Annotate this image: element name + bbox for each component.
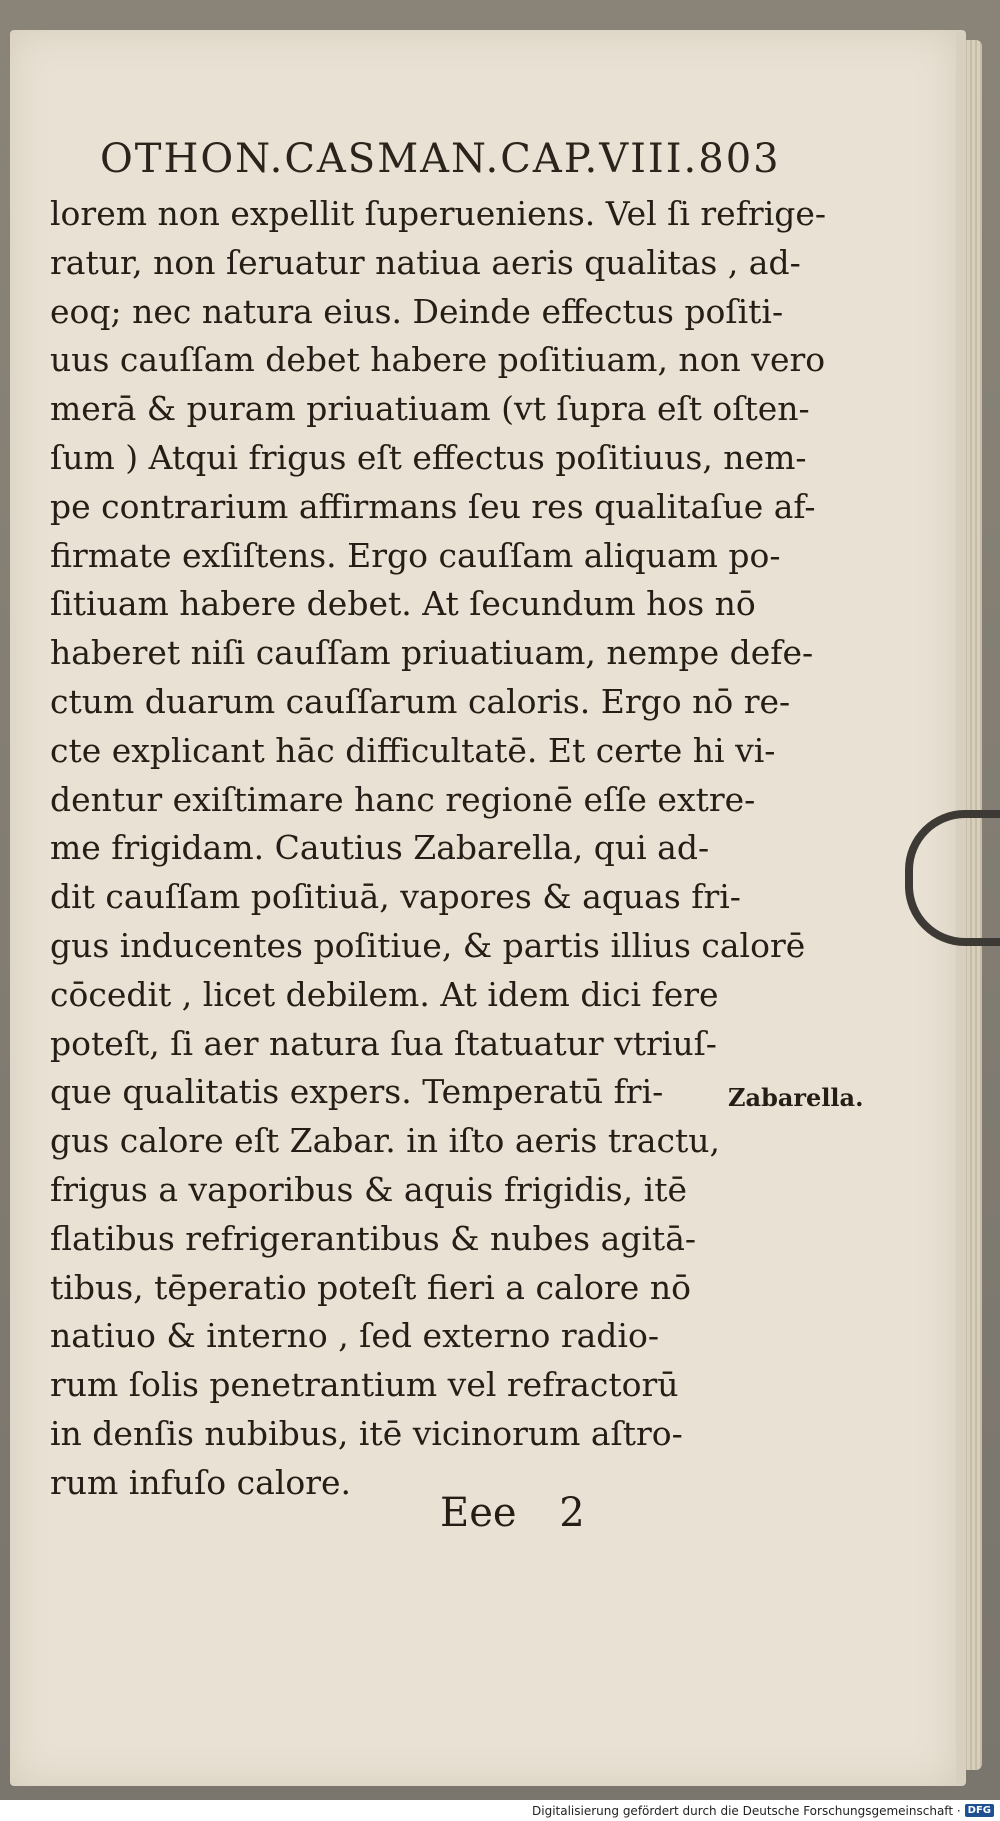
text-line: cōcedit , licet debilem. At idem dici fere	[50, 974, 719, 1014]
text-line: rum ſolis penetrantium vel refractorū	[50, 1365, 679, 1405]
text-line: uus cauſſam debet habere poſitiuam, non vero	[50, 340, 826, 380]
text-line: lorem non expellit ſuperueniens. Vel ſi refrige-	[50, 194, 827, 233]
text-line: gus calore eſt Zabar. in iſto aeris tractu,	[50, 1121, 721, 1161]
text-line: frigus a vaporibus & aquis frigidis, itē	[50, 1169, 688, 1209]
text-line: natiuo & interno , ſed externo radio-	[50, 1316, 660, 1356]
text-line: gus inducentes poſitiue, & partis illius calorē	[50, 925, 806, 965]
text-line: me frigidam. Cautius Zabarella, qui ad-	[50, 828, 710, 868]
digitization-footer	[0, 1800, 1000, 1821]
page-number: 803	[698, 136, 781, 182]
book-clasp	[905, 810, 1000, 946]
marginal-note: Zabarella.	[728, 1083, 864, 1112]
running-header	[100, 130, 780, 188]
text-line: firmate exſiſtens. Ergo cauſſam aliquam po-	[50, 535, 781, 575]
text-line: merā & puram priuatiuam (vt ſupra eſt oſten-	[50, 389, 810, 429]
header-chapter: CAP.VIII.	[500, 136, 699, 182]
body-text	[50, 190, 827, 1508]
dfg-logo: DFG	[965, 1804, 994, 1817]
text-line: cte explicant hāc difficultatē. Et certe hi vi-	[50, 730, 776, 770]
text-line: flatibus refrigerantibus & nubes agitā-	[50, 1218, 697, 1258]
text-line: eoq; nec natura eius. Deinde effectus poſiti-	[50, 291, 784, 331]
text-line: dit cauſſam poſitiuā, vapores & aquas fri-	[50, 877, 741, 917]
header-author-last: CASMAN.	[284, 136, 501, 182]
text-line: ctum duarum cauſſarum caloris. Ergo nō re-	[50, 681, 791, 721]
footer-credit: Digitalisierung gefördert durch die Deutsche Forschungsgemeinschaft ·	[532, 1803, 961, 1818]
text-line: ſitiuam habere debet. At ſecundum hos nō	[50, 584, 756, 624]
text-line: poteſt, ſi aer natura ſua ſtatuatur vtriuſ-	[50, 1023, 717, 1063]
text-line: dentur exiſtimare hanc regionē eſſe extre-	[50, 779, 756, 819]
text-line: ſum ) Atqui frigus eſt effectus poſitiuus, nem-	[50, 437, 807, 477]
text-line: que qualitatis expers. Temperatū fri-	[50, 1072, 664, 1112]
header-author-first: OTHON.	[100, 136, 285, 182]
text-line: rum infuſo calore.	[50, 1462, 352, 1502]
text-line: haberet niſi cauſſam priuatiuam, nempe defe-	[50, 633, 814, 673]
text-line: pe contrarium affirmans ſeu res qualitaſue af-	[50, 486, 816, 526]
text-line: ratur, non ſeruatur natiua aeris qualitas , ad-	[50, 242, 801, 282]
text-line: in denſis nubibus, itē vicinorum aſtro-	[50, 1413, 683, 1453]
text-line: tibus, tēperatio poteſt fieri a calore nō	[50, 1267, 691, 1307]
signature-mark: Eee 2	[440, 1490, 585, 1536]
